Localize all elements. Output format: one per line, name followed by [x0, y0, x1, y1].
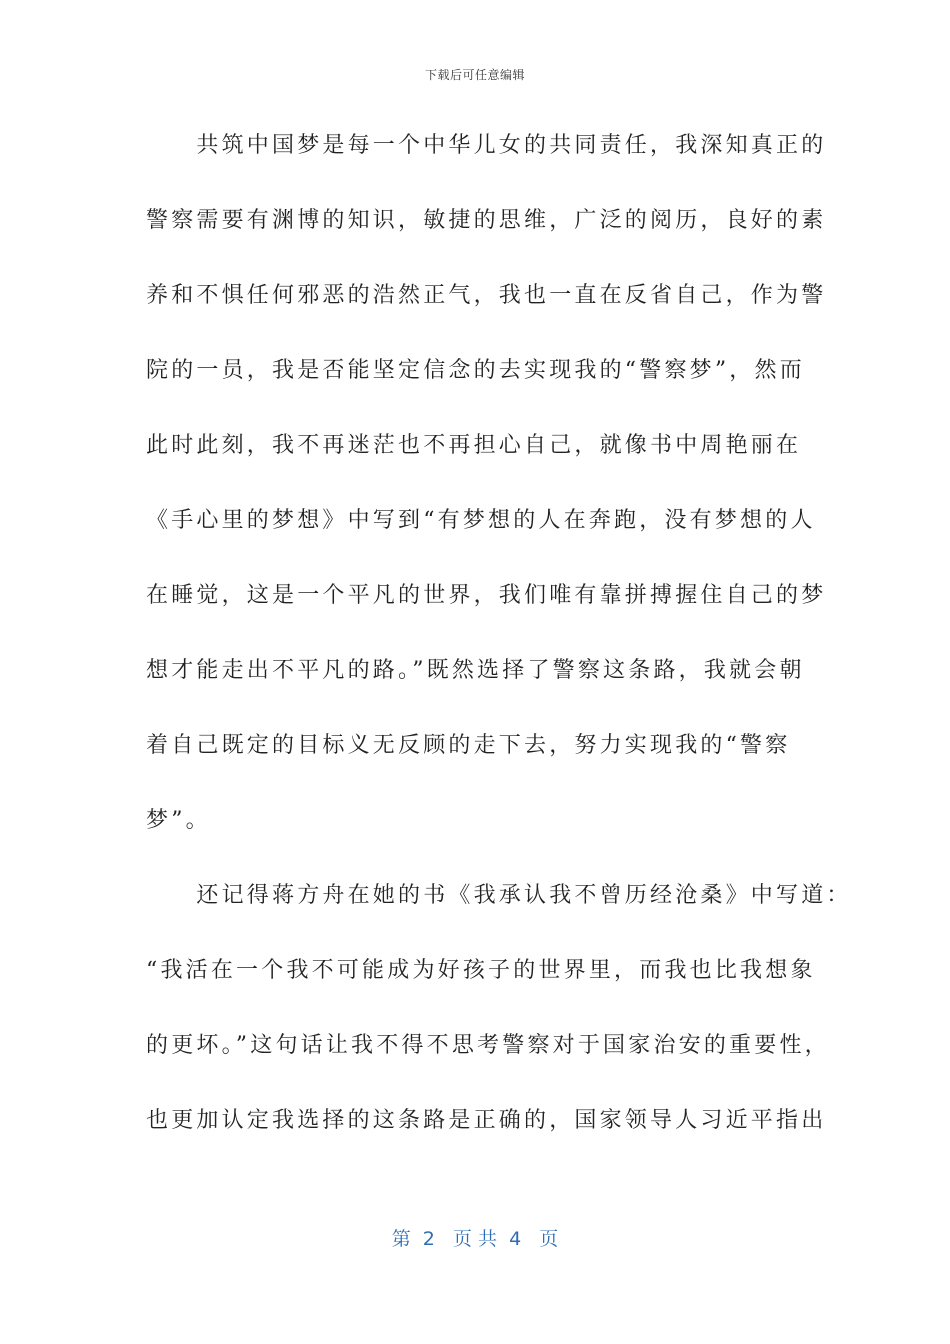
page-number-footer: 第 2 页 共 4 页: [391, 1228, 559, 1250]
text-line: 的更坏。”这句话让我不得不思考警察对于国家治安的重要性，: [146, 1033, 830, 1058]
text-line: 还记得蒋方舟在她的书《我承认我不曾历经沧桑》中写道：: [146, 883, 852, 908]
document-body: [146, 118, 852, 1168]
text-line: 想才能走出不平凡的路。”既然选择了警察这条路，我就会朝: [146, 658, 805, 683]
text-line: 梦”。: [146, 808, 211, 833]
page-header: 下载后可任意编辑: [424, 68, 525, 82]
text-line: 院的一员，我是否能坚定信念的去实现我的“警察梦”，然而: [146, 358, 805, 383]
text-line: 警察需要有渊博的知识，敏捷的思维，广泛的阅历，良好的素: [146, 208, 827, 233]
text-line: “我活在一个我不可能成为好孩子的世界里，而我也比我想象: [146, 958, 816, 983]
text-line: 着自己既定的目标义无反顾的走下去，努力实现我的“警察: [146, 733, 791, 758]
text-line: 也更加认定我选择的这条路是正确的，国家领导人习近平指出: [146, 1108, 827, 1133]
text-line: 《手心里的梦想》中写到“有梦想的人在奔跑，没有梦想的人: [146, 508, 816, 533]
text-line: 在睡觉，这是一个平凡的世界，我们唯有靠拼搏握住自己的梦: [146, 583, 827, 608]
text-line: 此时此刻，我不再迷茫也不再担心自己，就像书中周艳丽在: [146, 433, 802, 458]
text-line: 共筑中国梦是每一个中华儿女的共同责任，我深知真正的: [146, 133, 827, 158]
text-line: 养和不惧任何邪恶的浩然正气，我也一直在反省自己，作为警: [146, 283, 827, 308]
